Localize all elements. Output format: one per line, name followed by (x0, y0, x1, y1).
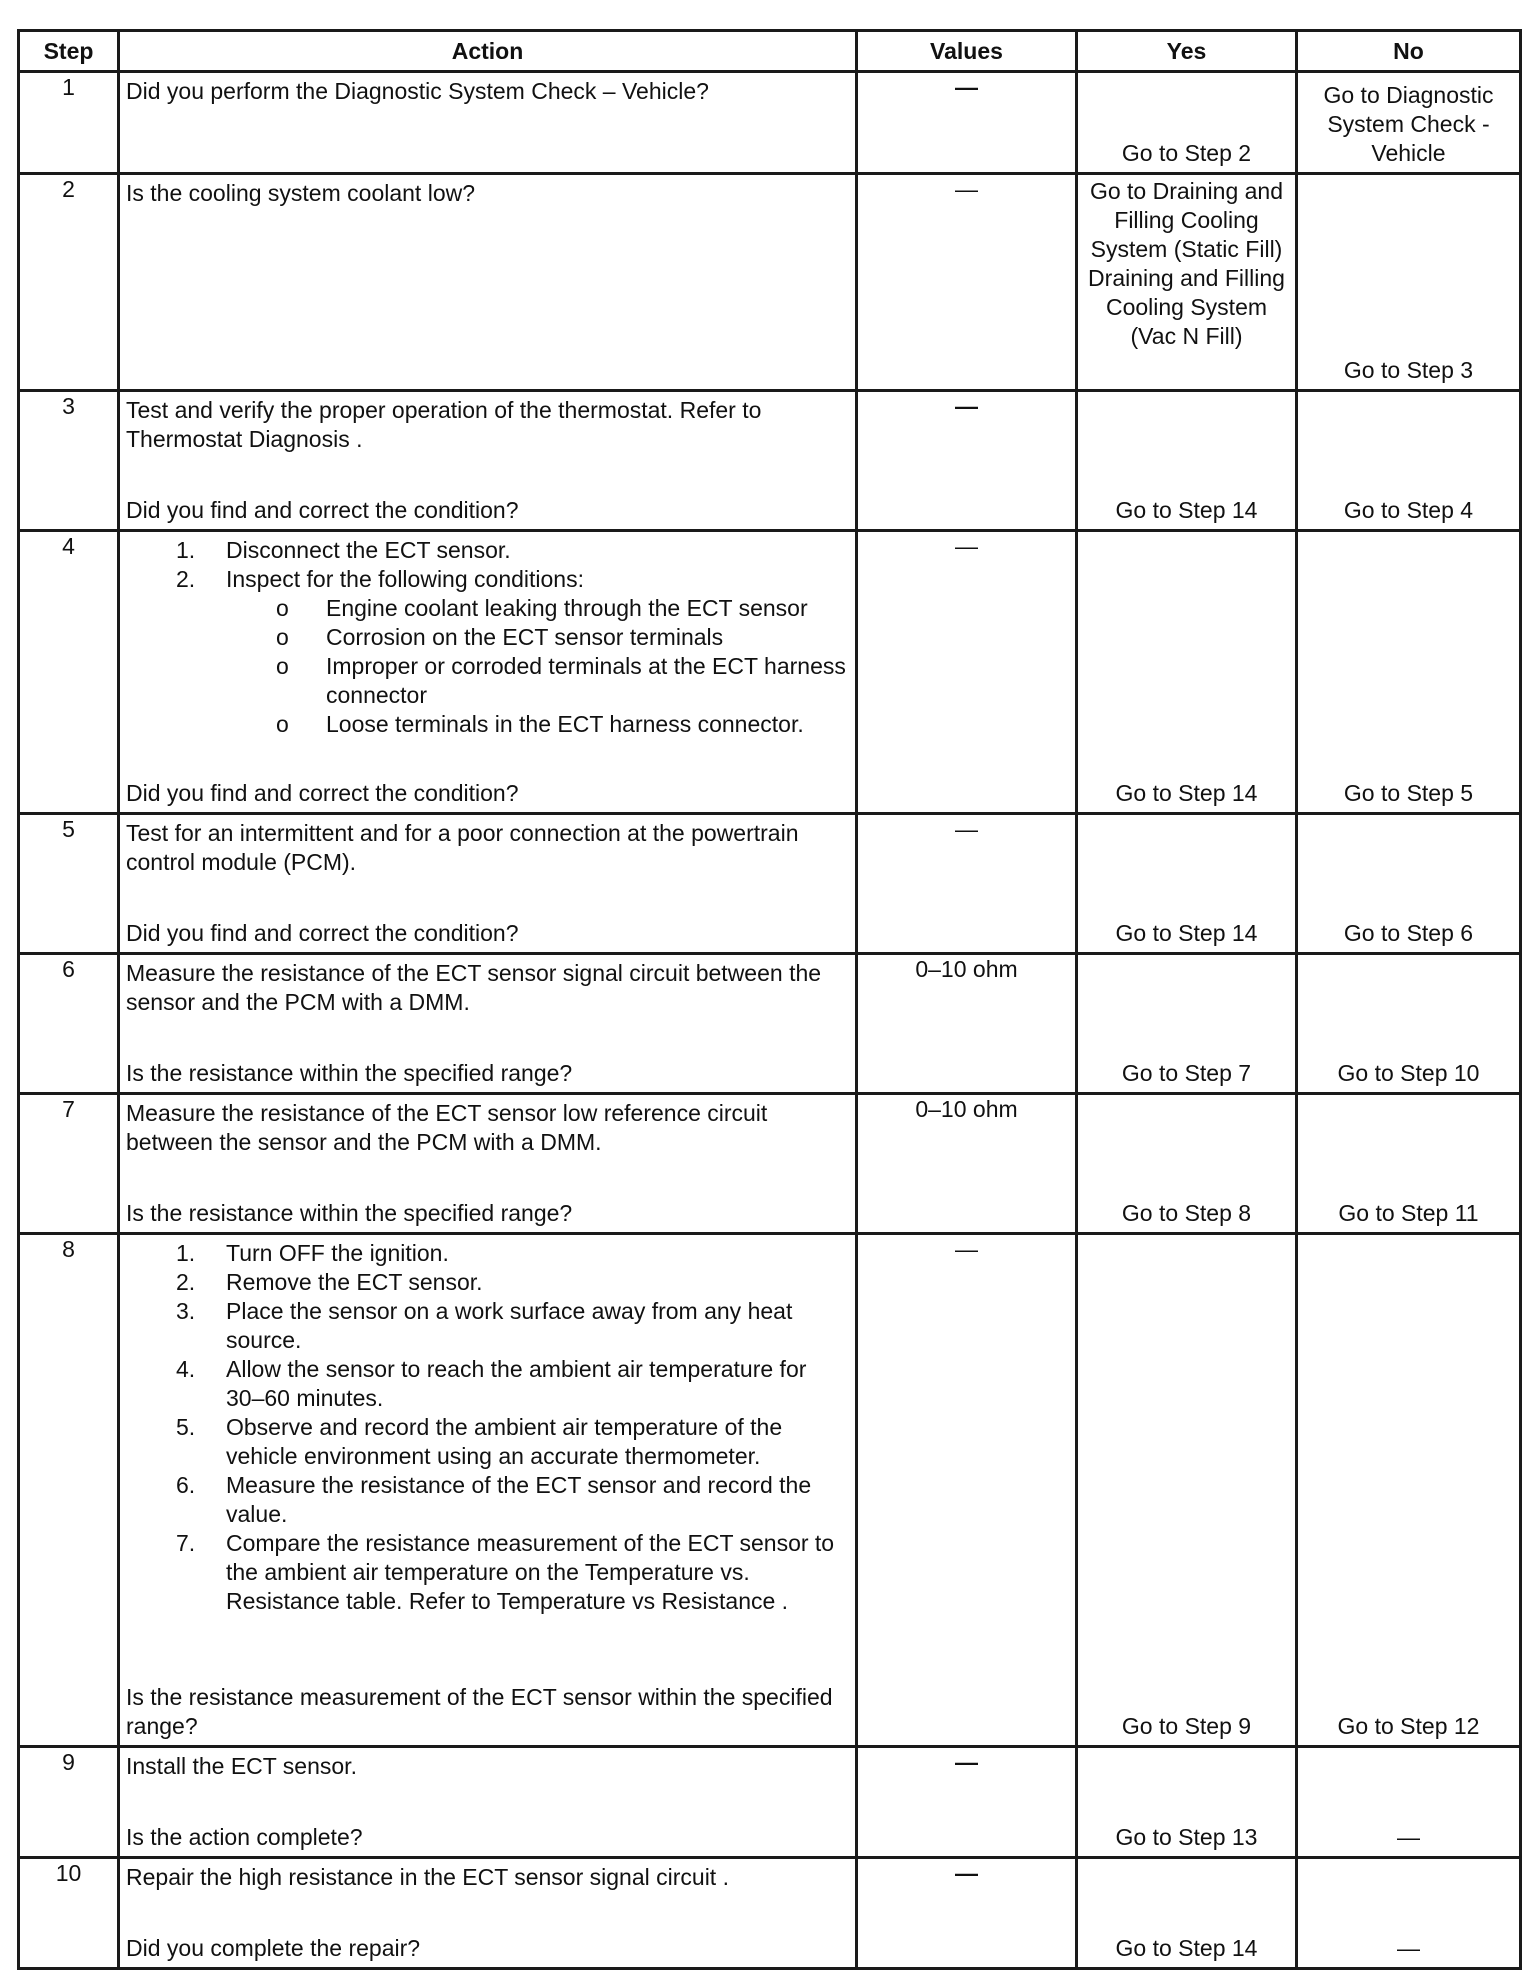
yes-link[interactable]: Go to Step 14 (1115, 497, 1258, 523)
yes-cell (1077, 954, 1297, 1094)
step-number: 1 (19, 72, 119, 174)
action-text: Test for an intermittent and for a poor connection at the powertrain control module (PCM). (126, 820, 799, 875)
yes-link[interactable]: Go to Step 14 (1115, 920, 1258, 946)
values-cell: — (857, 174, 1077, 391)
step-number: 2 (19, 174, 119, 391)
yes-link[interactable]: Go to Step 8 (1121, 1200, 1252, 1226)
values-cell: 0–10 ohm (857, 1094, 1077, 1234)
action-question: Is the resistance within the specified range? (126, 1060, 573, 1086)
no-link[interactable]: Go to Step 5 (1343, 780, 1474, 806)
action-question: Did you find and correct the condition? (126, 780, 519, 806)
no-cell (1297, 954, 1521, 1094)
yes-cell (1077, 174, 1297, 391)
yes-cell (1077, 1234, 1297, 1747)
action-cell (119, 954, 857, 1094)
procedure-step-text: Inspect for the following conditions: (226, 566, 584, 592)
procedure-step (226, 565, 849, 739)
procedure-step: Observe and record the ambient air temperature of the vehicle environment using an accurate thermometer. (226, 1414, 783, 1469)
yes-cell (1077, 814, 1297, 954)
action-cell (119, 1234, 857, 1747)
no-cell (1297, 1094, 1521, 1234)
yes-link[interactable]: Go to Step 13 (1115, 1824, 1258, 1850)
no-link[interactable]: Go to Step 4 (1343, 497, 1474, 523)
header-action: Action (119, 31, 857, 72)
table-row (19, 954, 1521, 1094)
action-text: Measure the resistance of the ECT sensor low reference circuit between the sensor and the PCM with a DMM. (126, 1100, 768, 1155)
procedure-step: Compare the resistance measurement of the ECT sensor to the ambient air temperature on the Temperature vs. Resistance table. Refer to Temperature vs Resistance . (226, 1530, 835, 1614)
no-link[interactable]: Go to Step 3 (1343, 357, 1474, 383)
yes-link[interactable]: Go to Step 7 (1121, 1060, 1252, 1086)
action-text: Test and verify the proper operation of the thermostat. Refer to Thermostat Diagnosis . (126, 397, 762, 452)
no-cell (1297, 531, 1521, 814)
no-cell (1297, 72, 1521, 174)
values-cell: — (857, 1858, 1077, 1969)
header-row (19, 31, 1521, 72)
header-no: No (1297, 31, 1521, 72)
no-link[interactable]: Go to Step 11 (1338, 1200, 1479, 1226)
action-cell (119, 174, 857, 391)
diagnostic-table-page (17, 29, 1519, 1970)
no-link[interactable]: Go to Step 6 (1343, 920, 1474, 946)
table-row (19, 391, 1521, 531)
step-number: 8 (19, 1234, 119, 1747)
condition-list (226, 594, 849, 739)
no-link[interactable]: Go to Step 10 (1337, 1060, 1480, 1086)
procedure-step: Measure the resistance of the ECT sensor and record the value. (226, 1472, 812, 1527)
table-row (19, 814, 1521, 954)
condition-item: o Engine coolant leaking through the ECT sensor (326, 594, 849, 623)
action-text: Did you perform the Diagnostic System Check – Vehicle? (126, 78, 709, 104)
yes-cell (1077, 1858, 1297, 1969)
no-cell (1297, 1234, 1521, 1747)
values-cell: — (857, 531, 1077, 814)
action-question: Did you find and correct the condition? (126, 497, 519, 523)
diagnostic-table (17, 29, 1522, 1970)
action-question: Is the resistance measurement of the ECT sensor within the specified range? (126, 1684, 833, 1739)
action-cell (119, 391, 857, 531)
yes-cell (1077, 1747, 1297, 1858)
table-row (19, 1747, 1521, 1858)
no-link[interactable]: Go to Step 12 (1337, 1713, 1480, 1739)
no-link[interactable]: Go to Diagnostic System Check - Vehicle (1323, 82, 1494, 166)
procedure-step: Remove the ECT sensor. (226, 1269, 483, 1295)
procedure-list (126, 536, 849, 739)
no-cell (1297, 814, 1521, 954)
yes-link[interactable]: Go to Step 9 (1121, 1713, 1252, 1739)
values-cell: — (857, 72, 1077, 174)
action-cell (119, 814, 857, 954)
action-text: Measure the resistance of the ECT sensor signal circuit between the sensor and the PCM with a DMM. (126, 960, 822, 1015)
table-row (19, 174, 1521, 391)
no-cell (1297, 1747, 1521, 1858)
table-row (19, 72, 1521, 174)
step-number: 10 (19, 1858, 119, 1969)
action-text: Repair the high resistance in the ECT sensor signal circuit . (126, 1864, 729, 1890)
no-cell (1297, 174, 1521, 391)
action-cell (119, 72, 857, 174)
values-cell: 0–10 ohm (857, 954, 1077, 1094)
table-row (19, 1858, 1521, 1969)
no-cell (1297, 1858, 1521, 1969)
action-cell (119, 1747, 857, 1858)
table-row (19, 1234, 1521, 1747)
header-yes: Yes (1077, 31, 1297, 72)
condition-item: o Loose terminals in the ECT harness connector. (326, 710, 849, 739)
step-number: 6 (19, 954, 119, 1094)
procedure-step: Place the sensor on a work surface away from any heat source. (226, 1298, 793, 1353)
no-link: — (1397, 1935, 1420, 1961)
action-text: Install the ECT sensor. (126, 1753, 357, 1779)
procedure-list (126, 1239, 849, 1616)
header-values: Values (857, 31, 1077, 72)
values-cell: — (857, 814, 1077, 954)
action-text: Is the cooling system coolant low? (126, 180, 476, 206)
step-number: 5 (19, 814, 119, 954)
action-question: Did you find and correct the condition? (126, 920, 519, 946)
yes-cell (1077, 72, 1297, 174)
step-number: 3 (19, 391, 119, 531)
action-question: Did you complete the repair? (126, 1935, 421, 1961)
yes-cell (1077, 1094, 1297, 1234)
yes-link[interactable]: Go to Draining and Filling Cooling System (Static Fill) Draining and Filling Cooling System (Vac N Fill) (1088, 178, 1285, 349)
values-cell: — (857, 391, 1077, 531)
header-step: Step (19, 31, 119, 72)
yes-cell (1077, 391, 1297, 531)
procedure-step: Allow the sensor to reach the ambient air temperature for 30–60 minutes. (226, 1356, 807, 1411)
yes-link[interactable]: Go to Step 14 (1115, 780, 1258, 806)
procedure-step: Turn OFF the ignition. (226, 1240, 449, 1266)
action-cell (119, 1094, 857, 1234)
step-number: 9 (19, 1747, 119, 1858)
values-cell: — (857, 1234, 1077, 1747)
yes-link[interactable]: Go to Step 14 (1115, 1935, 1258, 1961)
action-question: Is the resistance within the specified range? (126, 1200, 573, 1226)
action-question: Is the action complete? (126, 1824, 363, 1850)
values-cell: — (857, 1747, 1077, 1858)
table-row (19, 531, 1521, 814)
no-link: — (1397, 1824, 1420, 1850)
step-number: 7 (19, 1094, 119, 1234)
action-cell (119, 1858, 857, 1969)
table-row (19, 1094, 1521, 1234)
procedure-step: Disconnect the ECT sensor. (226, 537, 511, 563)
yes-cell (1077, 531, 1297, 814)
condition-item: o Corrosion on the ECT sensor terminals (326, 623, 849, 652)
action-cell (119, 531, 857, 814)
yes-link[interactable]: Go to Step 2 (1121, 140, 1252, 166)
condition-item: o Improper or corroded terminals at the ECT harness connector (326, 652, 849, 710)
no-cell (1297, 391, 1521, 531)
step-number: 4 (19, 531, 119, 814)
